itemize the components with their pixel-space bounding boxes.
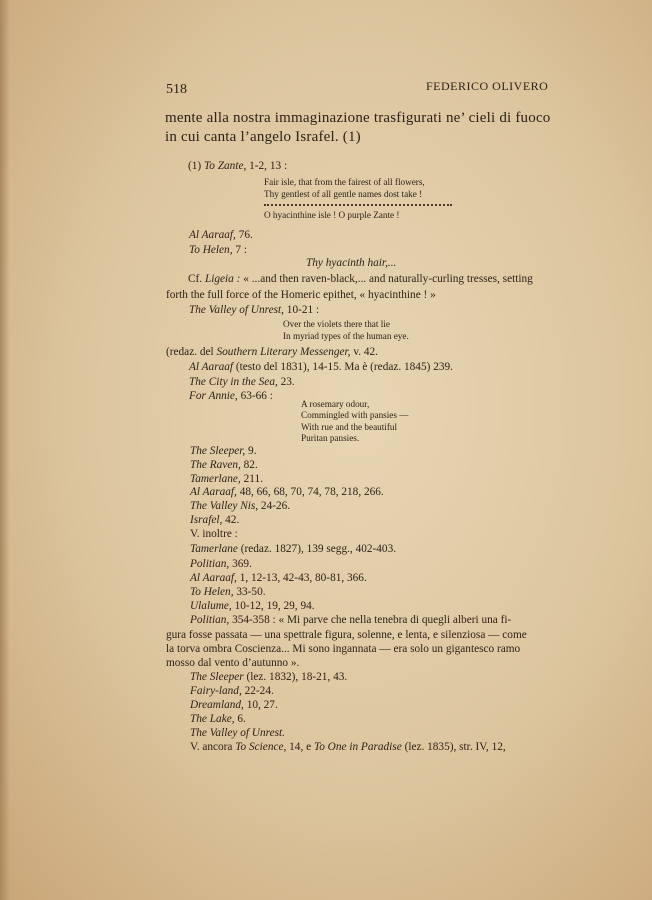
ref-to-helen-2: To Helen, 33-50. bbox=[190, 586, 266, 598]
quote-annie-line-3: With rue and the beautiful bbox=[301, 422, 398, 432]
note-1-line: (1) To Zante, 1-2, 13 : bbox=[188, 160, 288, 172]
quote-zante-line-2: Thy gentlest of all gentle names dost take ! bbox=[264, 189, 423, 199]
redaz-line: (redaz. del Southern Literary Messenger, v. 42. bbox=[166, 346, 378, 358]
page-edge-shadow bbox=[0, 0, 10, 900]
ref-valley-nis: The Valley Nis, 24-26. bbox=[190, 500, 291, 512]
ref-the-raven: The Raven, 82. bbox=[190, 459, 258, 471]
politian-quote-line-2: gura fosse passata — una spettrale figura, solenne, e lenta, e silenziosa — come bbox=[166, 629, 527, 641]
politian-quote-line-4: mosso dal vento d’autunno ». bbox=[166, 657, 300, 669]
ref-politian: Politian, 369. bbox=[190, 558, 252, 570]
cf-ligeia-line-2: forth the full force of the Homeric epithet, « hyacinthine ! » bbox=[166, 289, 436, 301]
quote-annie-line-1: A rosemary odour, bbox=[301, 399, 370, 409]
ref-the-lake: The Lake, 6. bbox=[190, 713, 246, 725]
ref-israfel: Israfel, 42. bbox=[190, 514, 240, 526]
page-number: 518 bbox=[166, 82, 187, 97]
ref-al-aaraaf-1831: Al Aaraaf (testo del 1831), 14-15. Ma è (redaz. 1845) 239. bbox=[189, 361, 453, 373]
ref-city-in-the-sea: The City in the Sea, 23. bbox=[189, 376, 295, 388]
cf-ligeia-line-1: Cf. Ligeia : « ...and then raven-black,... and naturally-curling tresses, setting bbox=[188, 273, 533, 285]
v-ancora-line: V. ancora To Science, 14, e To One in Paradise (lez. 1835), str. IV, 12, bbox=[190, 741, 506, 753]
ref-tamerlane: Tamerlane, 211. bbox=[190, 473, 263, 485]
quote-annie-line-2: Commingled with pansies — bbox=[301, 410, 409, 420]
politian-quote-line-1: Politian, 354-358 : « Mi parve che nella tenebra di quegli alberi una fi- bbox=[190, 614, 512, 626]
ref-al-aaraaf: Al Aaraaf, 76. bbox=[189, 229, 253, 241]
quote-zante-line-1: Fair isle, that from the fairest of all flowers, bbox=[264, 177, 425, 187]
v-inoltre: V. inoltre : bbox=[190, 528, 238, 540]
quote-unrest-line-1: Over the violets there that lie bbox=[283, 319, 390, 329]
quote-helen: Thy hyacinth hair,... bbox=[306, 257, 397, 269]
body-line-1: mente alla nostra immaginazione trasfigurati ne’ cieli di fuoco bbox=[165, 110, 551, 126]
ellipsis-dots bbox=[264, 204, 452, 206]
ref-to-helen: To Helen, 7 : bbox=[189, 244, 247, 256]
ref-fairy-land: Fairy-land, 22-24. bbox=[190, 685, 274, 697]
ref-ulalume: Ulalume, 10-12, 19, 29, 94. bbox=[190, 600, 315, 612]
ref-valley-of-unrest-2: The Valley of Unrest. bbox=[190, 727, 285, 739]
ref-for-annie: For Annie, 63-66 : bbox=[189, 390, 273, 402]
quote-unrest-line-2: In myriad types of the human eye. bbox=[283, 331, 409, 341]
ref-al-aaraaf-inoltre: Al Aaraaf, 1, 12-13, 42-43, 80-81, 366. bbox=[190, 572, 367, 584]
ref-the-sleeper: The Sleeper, 9. bbox=[190, 445, 257, 457]
ref-al-aaraaf-list: Al Aaraaf, 48, 66, 68, 70, 74, 78, 218, 266. bbox=[190, 486, 384, 498]
ref-dreamland: Dreamland, 10, 27. bbox=[190, 699, 278, 711]
quote-zante-line-3: O hyacinthine isle ! O purple Zante ! bbox=[264, 210, 400, 220]
ref-tamerlane-1827: Tamerlane (redaz. 1827), 139 segg., 402-403. bbox=[190, 543, 397, 555]
running-header-author: FEDERICO OLIVERO bbox=[426, 79, 549, 93]
ref-valley-of-unrest: The Valley of Unrest, 10-21 : bbox=[189, 304, 320, 316]
quote-annie-line-4: Puritan pansies. bbox=[301, 433, 360, 443]
ref-the-sleeper-1832: The Sleeper (lez. 1832), 18-21, 43. bbox=[190, 671, 348, 683]
body-line-2: in cui canta l’angelo Israfel. (1) bbox=[165, 129, 361, 145]
politian-quote-line-3: la torva ombra Coscienza... Mi sono ingannata — era solo un gigantesco ramo bbox=[166, 643, 521, 655]
